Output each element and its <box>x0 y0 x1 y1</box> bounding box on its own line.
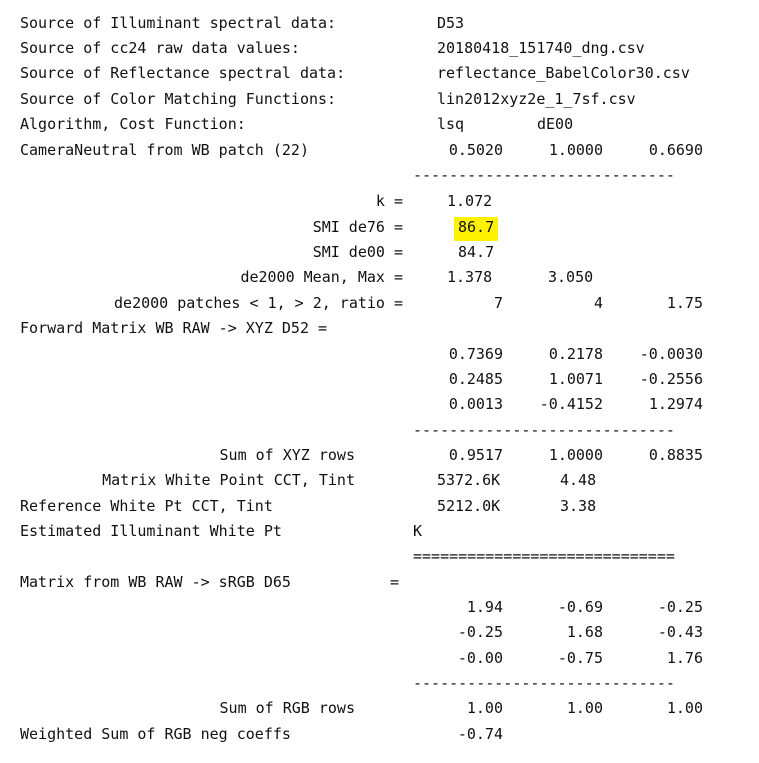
forward-matrix-label-row <box>0 321 759 339</box>
sum-xyz-value: 0.9517 <box>448 446 503 464</box>
reference-white-point-cct: 5212.0K <box>437 497 501 515</box>
illuminant-value: D53 <box>437 14 465 32</box>
de2000-label: de2000 Mean, Max = <box>240 268 403 286</box>
separator-2 <box>0 423 759 441</box>
sum-rgb-value: 1.00 <box>466 699 503 717</box>
srgb-matrix-row <box>0 651 759 669</box>
forward-matrix-cell: 1.2974 <box>648 395 703 413</box>
srgb-matrix-row <box>0 600 759 618</box>
separator-4 <box>0 676 759 694</box>
sum-rgb-row <box>0 701 759 719</box>
illuminant-label: Source of Illuminant spectral data: <box>20 14 337 32</box>
k-value: 1.072 <box>447 192 493 210</box>
de2000-mean: 1.378 <box>447 268 493 286</box>
smi00-value: 84.7 <box>458 243 495 261</box>
dash-separator: ----------------------------- <box>413 674 675 692</box>
de2000-row <box>0 270 759 288</box>
smi76-row <box>0 220 759 238</box>
patches-ratio: 1.75 <box>666 294 703 312</box>
neutral-value-r: 0.5020 <box>448 141 503 159</box>
forward-matrix-cell: -0.0030 <box>639 345 703 363</box>
reference-white-point-row <box>0 499 759 517</box>
neutral-value-b: 0.6690 <box>648 141 703 159</box>
sum-rgb-value: 1.00 <box>566 699 603 717</box>
algorithm-row <box>0 117 759 135</box>
reflectance-value: reflectance_BabelColor30.csv <box>437 64 690 82</box>
srgb-matrix-label: Matrix from WB RAW -> sRGB D65 <box>20 573 291 591</box>
patches-label: de2000 patches < 1, > 2, ratio = <box>114 294 403 312</box>
forward-matrix-cell: -0.2556 <box>639 370 703 388</box>
cc24-value: 20180418_151740_dng.csv <box>437 39 645 57</box>
cmf-value: lin2012xyz2e_1_7sf.csv <box>437 90 636 108</box>
forward-matrix-cell: -0.4152 <box>539 395 603 413</box>
srgb-matrix-row <box>0 625 759 643</box>
forward-matrix-cell: 1.0071 <box>548 370 603 388</box>
reference-white-point-tint: 3.38 <box>560 497 597 515</box>
estimated-illuminant-label: Estimated Illuminant White Pt <box>20 522 282 540</box>
forward-matrix-cell: 0.2178 <box>548 345 603 363</box>
srgb-matrix-equals: = <box>390 573 400 591</box>
matrix-white-point-cct: 5372.6K <box>437 471 501 489</box>
separator-1 <box>0 168 759 186</box>
estimated-illuminant-row <box>0 524 759 542</box>
sum-xyz-label: Sum of XYZ rows <box>219 446 355 464</box>
k-label: k = <box>375 192 403 210</box>
srgb-matrix-cell: 1.94 <box>466 598 503 616</box>
estimated-illuminant-value: K <box>413 522 423 540</box>
forward-matrix-row <box>0 372 759 390</box>
reflectance-label: Source of Reflectance spectral data: <box>20 64 346 82</box>
sum-xyz-row <box>0 448 759 466</box>
smi76-label: SMI de76 = <box>312 218 403 236</box>
sum-rgb-value: 1.00 <box>666 699 703 717</box>
smi00-label: SMI de00 = <box>312 243 403 261</box>
dash-separator: ----------------------------- <box>413 166 675 184</box>
cmf-label: Source of Color Matching Functions: <box>20 90 337 108</box>
cc24-row <box>0 41 759 59</box>
forward-matrix-cell: 0.2485 <box>448 370 503 388</box>
illuminant-row <box>0 16 759 34</box>
smi00-row <box>0 245 759 263</box>
forward-matrix-row <box>0 347 759 365</box>
reference-white-point-label: Reference White Pt CCT, Tint <box>20 497 273 515</box>
equals-separator: ============================= <box>413 547 675 565</box>
srgb-matrix-cell: -0.43 <box>657 623 703 641</box>
patches-gt2: 4 <box>593 294 603 312</box>
srgb-matrix-label-row <box>0 575 759 593</box>
forward-matrix-row <box>0 397 759 415</box>
srgb-matrix-cell: -0.00 <box>457 649 503 667</box>
patches-row <box>0 296 759 314</box>
sum-xyz-value: 1.0000 <box>548 446 603 464</box>
sum-xyz-value: 0.8835 <box>648 446 703 464</box>
neutral-value-g: 1.0000 <box>548 141 603 159</box>
neutral-label: CameraNeutral from WB patch (22) <box>20 141 309 159</box>
cc24-label: Source of cc24 raw data values: <box>20 39 300 57</box>
algorithm-value: lsq <box>437 115 465 133</box>
k-row <box>0 194 759 212</box>
srgb-matrix-cell: 1.68 <box>566 623 603 641</box>
forward-matrix-cell: 0.7369 <box>448 345 503 363</box>
cost-function-value: dE00 <box>537 115 574 133</box>
neutral-row <box>0 143 759 161</box>
neg-coeffs-row <box>0 727 759 745</box>
matrix-white-point-tint: 4.48 <box>560 471 597 489</box>
matrix-white-point-row <box>0 473 759 491</box>
patches-lt1: 7 <box>493 294 503 312</box>
neg-coeffs-label: Weighted Sum of RGB neg coeffs <box>20 725 291 743</box>
sum-rgb-label: Sum of RGB rows <box>219 699 355 717</box>
separator-3 <box>0 549 759 567</box>
de2000-max: 3.050 <box>548 268 594 286</box>
srgb-matrix-cell: 1.76 <box>666 649 703 667</box>
srgb-matrix-cell: -0.75 <box>557 649 603 667</box>
srgb-matrix-cell: -0.25 <box>457 623 503 641</box>
cmf-row <box>0 92 759 110</box>
reflectance-row <box>0 66 759 84</box>
smi76-value-highlight: 86.7 <box>454 217 498 241</box>
matrix-white-point-label: Matrix White Point CCT, Tint <box>102 471 355 489</box>
neg-coeffs-value: -0.74 <box>457 725 503 743</box>
srgb-matrix-cell: -0.69 <box>557 598 603 616</box>
algorithm-label: Algorithm, Cost Function: <box>20 115 246 133</box>
forward-matrix-label: Forward Matrix WB RAW -> XYZ D52 = <box>20 319 328 337</box>
srgb-matrix-cell: -0.25 <box>657 598 703 616</box>
forward-matrix-cell: 0.0013 <box>448 395 503 413</box>
dash-separator: ----------------------------- <box>413 421 675 439</box>
